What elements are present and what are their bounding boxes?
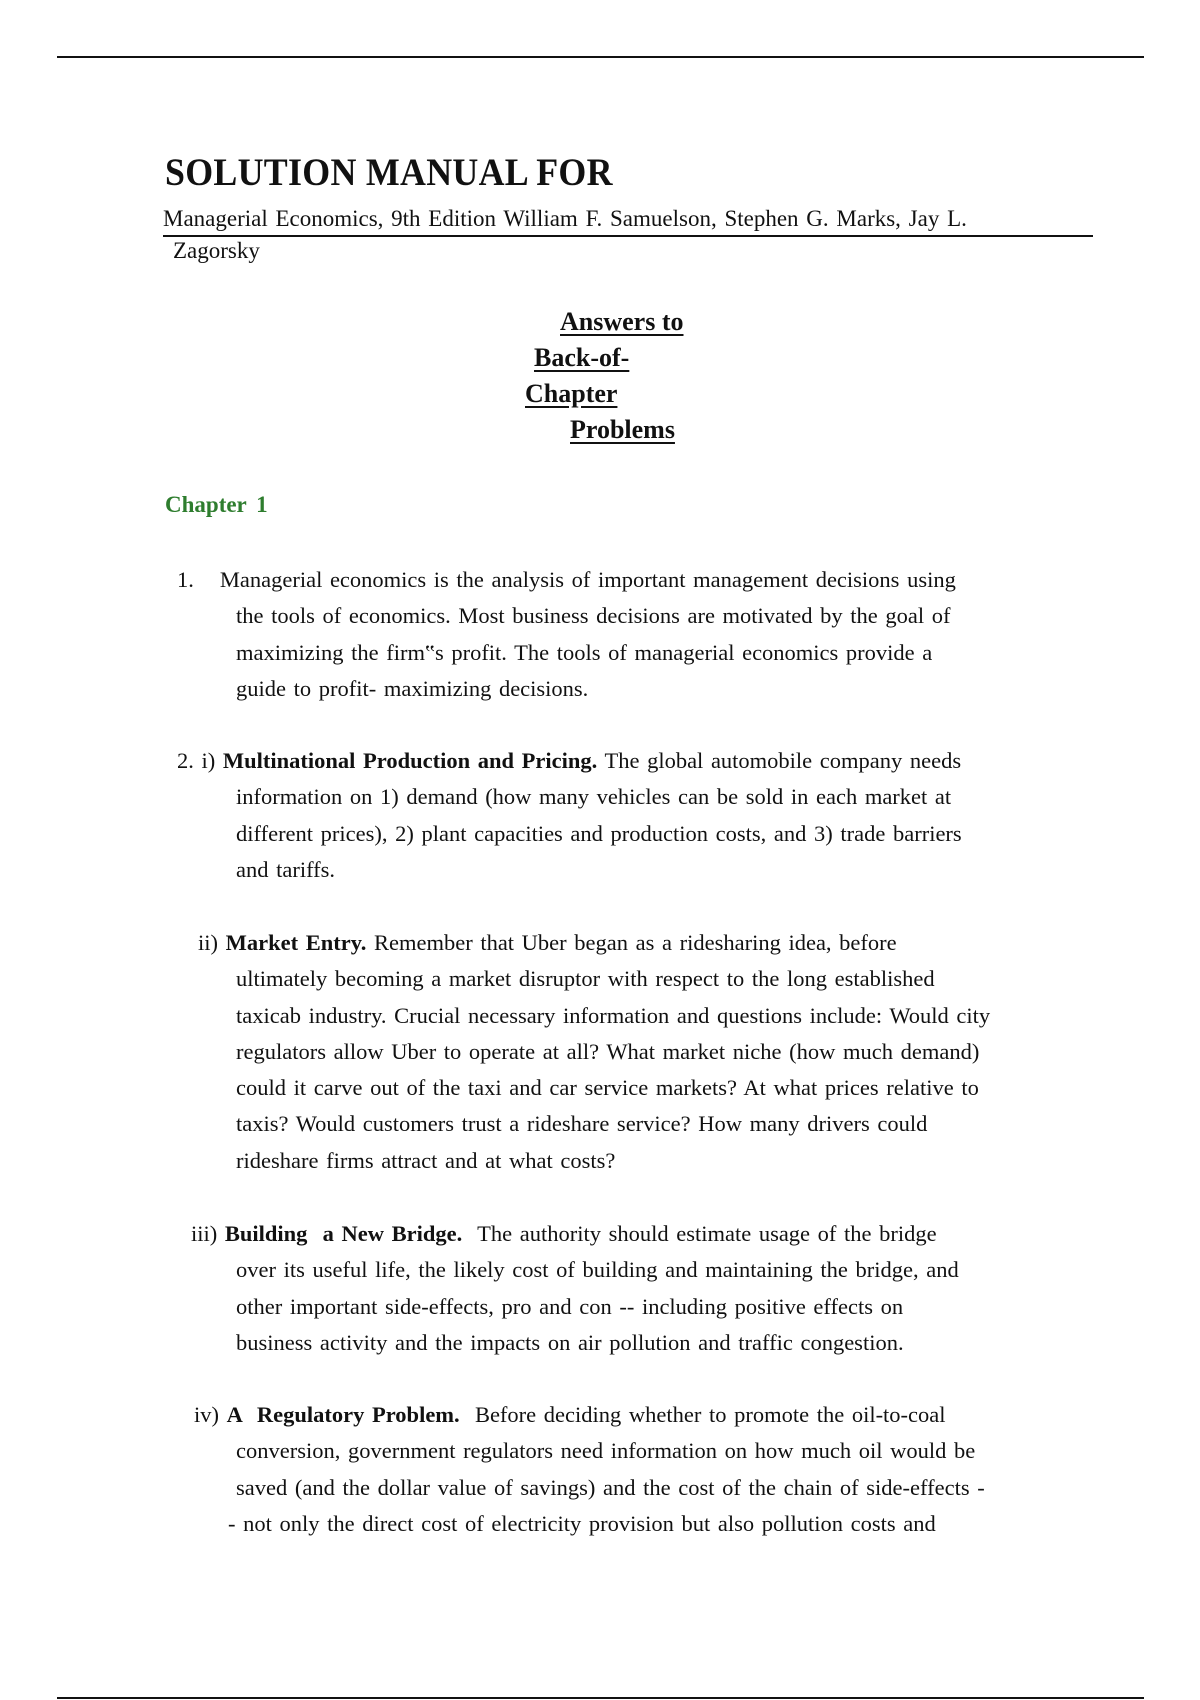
problem-2-i: [177, 743, 962, 888]
problem-text-line: over its useful life, the likely cost of building and maintaining the bridge, and: [236, 1257, 959, 1283]
problem-1: [177, 562, 956, 707]
book-citation: [163, 206, 1093, 264]
problem-2-iii: [191, 1216, 959, 1361]
problem-text-line: rideshare firms attract and at what costs?: [236, 1147, 616, 1173]
problem-text-line: information on 1) demand (how many vehicles can be sold in each market at: [236, 784, 952, 810]
problem-text-line: The global automobile company needs: [597, 748, 962, 773]
problem-heading: Market Entry.: [225, 930, 367, 955]
problem-text-line: ultimately becoming a market disruptor with respect to the long established: [236, 966, 935, 992]
problem-text-line: Managerial economics is the analysis of important management decisions using: [219, 567, 956, 592]
problem-text-line: conversion, government regulators need information on how much oil would be: [236, 1438, 976, 1464]
problem-text-line: different prices), 2) plant capacities and production costs, and 3) trade barriers: [236, 820, 962, 846]
problem-text-line: and tariffs.: [236, 856, 336, 882]
document-title: SOLUTION MANUAL FOR: [165, 151, 613, 194]
problem-text-line: regulators allow Uber to operate at all? What market niche (how much demand): [236, 1038, 980, 1064]
chapter-heading: Chapter 1: [165, 492, 268, 517]
problem-number: ii): [198, 930, 218, 955]
problem-text-line: business activity and the impacts on air pollution and traffic congestion.: [236, 1329, 904, 1355]
problem-text-line: - not only the direct cost of electricity provision but also pollution costs and: [228, 1510, 936, 1536]
problem-2-ii: [198, 925, 990, 1179]
problem-text-line: maximizing the firm‟s profit. The tools of managerial economics provide a: [236, 639, 933, 665]
problem-heading: Multinational Production and Pricing.: [222, 748, 598, 773]
problem-text-line: Remember that Uber began as a ridesharing idea, before: [366, 930, 897, 955]
problem-text-line: taxis? Would customers trust a rideshare service? How many drivers could: [236, 1111, 928, 1137]
problem-text-line: the tools of economics. Most business decisions are motivated by the goal of: [236, 603, 951, 629]
problem-number: 2. i): [177, 748, 216, 773]
bottom-rule: [57, 1697, 1144, 1699]
problem-heading: Building a New Bridge.: [224, 1221, 463, 1246]
top-rule: [57, 56, 1144, 58]
problem-text-line: taxicab industry. Crucial necessary information and questions include: Would city: [236, 1002, 991, 1028]
book-citation-line-2: Zagorsky: [173, 238, 260, 263]
problem-text-line: guide to profit- maximizing decisions.: [236, 675, 589, 701]
problem-text-line: Before deciding whether to promote the oil-to-coal: [459, 1402, 946, 1427]
problem-number: iv): [194, 1402, 219, 1427]
problem-text-line: could it carve out of the taxi and car service markets? At what prices relative to: [236, 1075, 979, 1101]
answers-heading-line-1: Answers to: [560, 307, 684, 336]
answers-heading-line-3: Chapter: [525, 379, 618, 408]
problem-text-line: saved (and the dollar value of savings) and the cost of the chain of side-effects -: [236, 1474, 985, 1500]
problem-number: 1.: [177, 567, 194, 592]
book-citation-line-1: Managerial Economics, 9th Edition William F. Samuelson, Stephen G. Marks, Jay L.: [163, 206, 1093, 237]
problem-2-iv: [194, 1397, 985, 1542]
problem-heading: A Regulatory Problem.: [226, 1402, 460, 1427]
problem-text-line: The authority should estimate usage of the bridge: [462, 1221, 937, 1246]
answers-heading-line-4: Problems: [570, 415, 675, 444]
answers-heading-line-2: Back-of-: [534, 343, 630, 372]
problem-text-line: other important side-effects, pro and con -- including positive effects on: [236, 1293, 904, 1319]
problem-number: iii): [191, 1221, 218, 1246]
